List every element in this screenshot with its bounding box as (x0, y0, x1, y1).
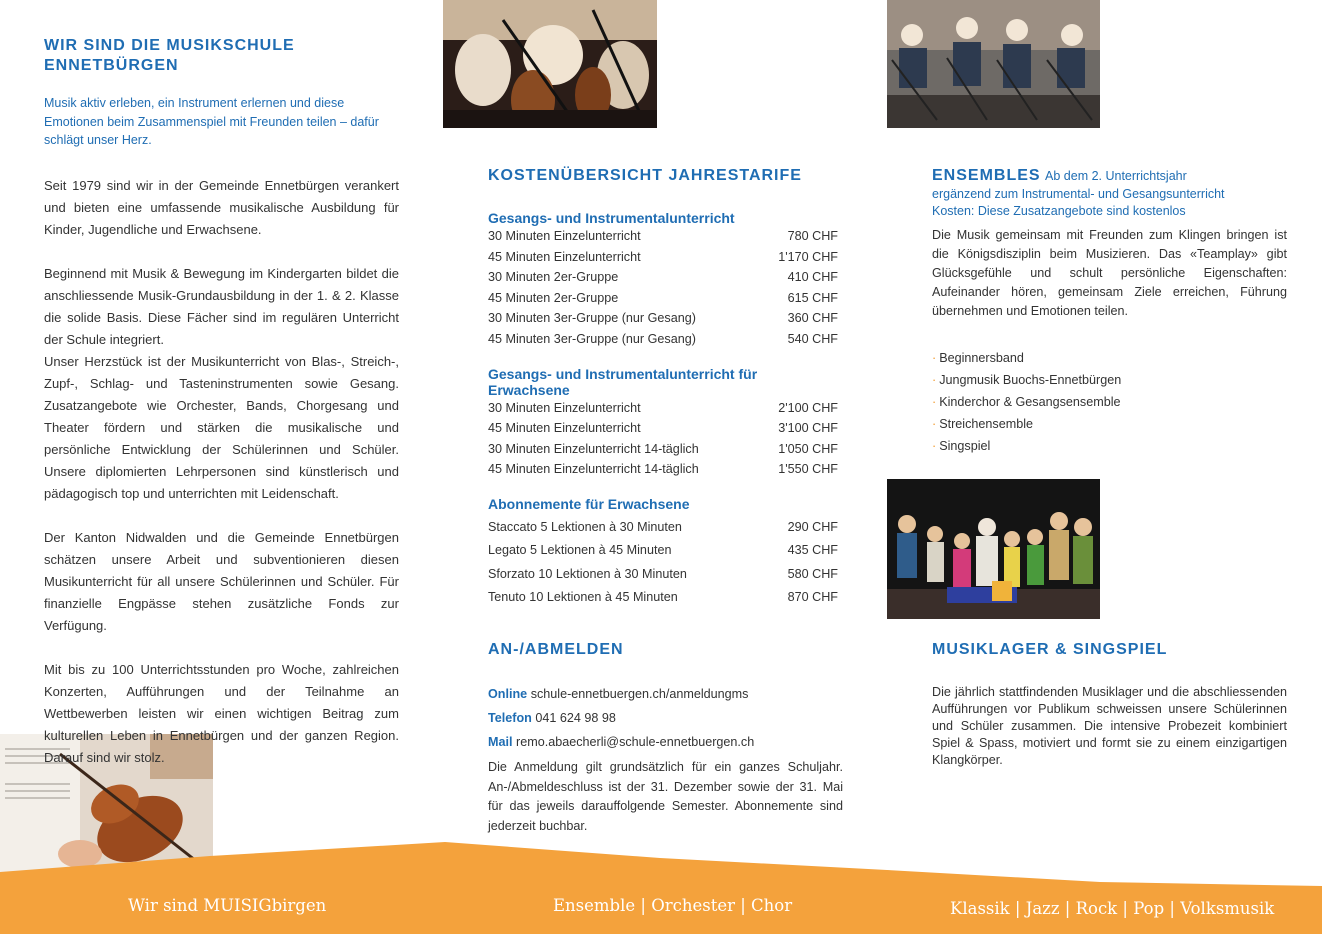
column-about (44, 36, 399, 769)
row-label: 30 Minuten Einzelunterricht 14-täglich (488, 441, 699, 456)
footer-slogan-left: Wir sind MUISIGbirgen (128, 896, 327, 915)
table-row (488, 267, 838, 288)
prices-title: KOSTENÜBERSICHT JAHRESTARIFE (488, 167, 802, 184)
photo-singspiel-stage (887, 479, 1100, 619)
table-row (488, 418, 838, 439)
bullet-icon: · (932, 417, 937, 431)
footer-slogan-middle: Ensemble | Orchester | Chor (553, 896, 793, 915)
list-item: · Kinderchor & Gesangsensemble (932, 395, 1121, 409)
table-row (488, 329, 838, 350)
bullet-icon: · (932, 351, 937, 365)
section-subscriptions-title: Abonnemente für Erwachsene (488, 495, 690, 512)
photo-flute-ensemble (887, 0, 1100, 128)
table-row (488, 439, 838, 460)
ensembles-subtitle-3: Kosten: Diese Zusatzangebote sind kostenlos (932, 204, 1186, 218)
table-row (488, 288, 838, 309)
row-price: 870 CHF (787, 590, 838, 605)
row-price: 410 CHF (787, 270, 838, 285)
mail-link[interactable]: remo.abaecherli@schule-ennetbuergen.ch (516, 735, 755, 749)
table-row (488, 539, 838, 563)
about-title-line2: ENNETBÜRGEN (44, 57, 179, 74)
ensembles-header (932, 166, 1287, 186)
ensembles-subtitle-1: Ab dem 2. Unterrichtsjahr (1045, 169, 1187, 183)
about-paragraph-1: Seit 1979 sind wir in der Gemeinde Ennetbürgen verankert und bieten eine umfassende musikalische Ausbildung für Kinder, Jugendliche und Erwachsene. (44, 177, 399, 237)
lager-section (932, 640, 1287, 769)
row-label: 30 Minuten 3er-Gruppe (nur Gesang) (488, 311, 696, 326)
footer-slogan-right: Klassik | Jazz | Rock | Pop | Volksmusik (950, 899, 1275, 918)
row-price: 2'100 CHF (778, 400, 838, 415)
ensembles-title: ENSEMBLES (932, 167, 1041, 184)
row-price: 3'100 CHF (778, 421, 838, 436)
row-price: 580 CHF (787, 566, 838, 581)
bullet-icon: · (932, 439, 937, 453)
register-title: AN-/ABMELDEN (488, 641, 624, 658)
row-label: 30 Minuten Einzelunterricht (488, 229, 641, 243)
bullet-icon: · (932, 395, 937, 409)
list-item: · Singspiel (932, 439, 991, 453)
row-price: 1'050 CHF (778, 441, 838, 456)
footer-wave (0, 830, 1322, 934)
row-label: 45 Minuten Einzelunterricht (488, 421, 641, 436)
row-price: 290 CHF (787, 519, 838, 534)
contact-phone (488, 706, 843, 730)
lager-title: MUSIKLAGER & SINGSPIEL (932, 641, 1168, 658)
ensembles-list (932, 347, 1287, 457)
row-label: Legato 5 Lektionen à 45 Minuten (488, 543, 672, 558)
list-item: · Jungmusik Buochs-Ennetbürgen (932, 373, 1122, 387)
row-label: 30 Minuten 2er-Gruppe (488, 270, 619, 285)
about-lead: Musik aktiv erleben, ein Instrument erlernen und diese Emotionen beim Zusammenspiel mit Freunden teilen – dafür schlägt unser Herz. (44, 96, 379, 147)
row-price: 1'550 CHF (778, 462, 838, 477)
ensembles-text: Die Musik gemeinsam mit Freunden zum Klingen bringen ist die Königsdisziplin beim Musizieren. Das «Teamplay» gibt Glücksgefühle und schult persönliche Eigenschaften: Aufeinander hören, gemeinsam Ziele erreichen, Führung übernehmen und Emotionen teilen. (932, 228, 1287, 318)
row-price: 1'170 CHF (778, 249, 838, 264)
row-label: Sforzato 10 Lektionen à 30 Minuten (488, 566, 687, 581)
register-section (488, 640, 843, 836)
table-row (488, 586, 838, 610)
row-price: 435 CHF (787, 543, 838, 558)
about-paragraph-3: Unser Herzstück ist der Musikunterricht von Blas-, Streich-, Zupf-, Schlag- und Tasteninstrumenten sowie Gesang. Zusatzangebote wie Orchester, Bands, Chorgesang und Theater fördern und stärken die musikalische und persönliche Entwicklung der Schülerinnen und Schüler. Unsere diplomierten Lehrpersonen sind künstlerisch und pädagogisch top und unterrichten mit Leidenschaft. (44, 353, 399, 501)
table-row (488, 516, 838, 540)
table-row (488, 308, 838, 329)
about-paragraph-5: Mit bis zu 100 Unterrichtsstunden pro Woche, zahlreichen Konzerten, Aufführungen und der Teilnahme an Wettbewerben leisten wir einen wichtigen Beitrag zum kulturellen Leben in Ennetbürgen und der ganzen Region. Darauf sind wir stolz. (44, 661, 399, 765)
section-instrumental-table (488, 226, 838, 350)
row-label: 45 Minuten 3er-Gruppe (nur Gesang) (488, 331, 696, 346)
table-row (488, 247, 838, 268)
table-row (488, 459, 838, 480)
column-prices (488, 166, 838, 610)
register-text: Die Anmeldung gilt grundsätzlich für ein ganzes Schuljahr. An-/Abmeldeschluss ist der 31. Dezember sowie der 31. Mai für das jeweils darauffolgende Semester. Abonnemente sind jederzeit buchbar. (488, 760, 843, 833)
section-instrumental-title: Gesangs- und Instrumentalunterricht (488, 210, 735, 226)
row-price: 615 CHF (787, 290, 838, 305)
mail-label: Mail (488, 735, 513, 749)
lager-text: Die jährlich stattfindenden Musiklager und die abschliessenden Aufführungen vor Publikum schweissen unsere Schülerinnen und Schüler zusammen. Die intensive Probezeit kombiniert Spiel & Spass, motiviert und formt sie zu einem einzigartigen Klangkörper. (932, 685, 1287, 767)
list-item: · Beginnersband (932, 351, 1024, 365)
ensembles-subtitle-2: ergänzend zum Instrumental- und Gesangsunterricht (932, 187, 1225, 201)
row-price: 540 CHF (787, 331, 838, 346)
online-link[interactable]: schule-ennetbuergen.ch/anmeldungms (530, 687, 749, 701)
row-price: 780 CHF (787, 229, 838, 243)
bullet-icon: · (932, 373, 937, 387)
about-paragraph-4: Der Kanton Nidwalden und die Gemeinde Ennetbürgen schätzen unsere Arbeit und subventionieren diesen Musikunterricht für all unsere Schülerinnen und Schüler. Für finanzielle Engpässe stehen zusätzliche Fonds zur Verfügung. (44, 529, 399, 633)
row-label: 45 Minuten Einzelunterricht (488, 249, 641, 264)
about-paragraph-2: Beginnend mit Musik & Bewegung im Kindergarten bildet die anschliessende Musik-Grundausbildung in der 1. & 2. Klasse die solide Basis. Diese Fächer sind im regulären Unterricht der Schule integriert. (44, 265, 399, 347)
row-label: 30 Minuten Einzelunterricht (488, 400, 641, 415)
about-title (44, 36, 399, 76)
row-price: 360 CHF (787, 311, 838, 326)
contact-online (488, 682, 843, 706)
table-row (488, 226, 838, 247)
section-subscriptions-table (488, 516, 838, 610)
row-label: 45 Minuten 2er-Gruppe (488, 290, 619, 305)
contact-mail (488, 730, 843, 754)
online-label: Online (488, 687, 528, 701)
row-label: 45 Minuten Einzelunterricht 14-täglich (488, 462, 699, 477)
photo-strings-orchestra (443, 0, 657, 128)
section-adults-table (488, 398, 838, 480)
row-label: Tenuto 10 Lektionen à 45 Minuten (488, 590, 678, 605)
phone-label: Telefon (488, 711, 532, 725)
about-title-line1: WIR SIND DIE MUSIKSCHULE (44, 37, 295, 54)
column-ensembles (932, 166, 1287, 457)
row-label: Staccato 5 Lektionen à 30 Minuten (488, 519, 682, 534)
phone-number[interactable]: 041 624 98 98 (535, 711, 616, 725)
section-adults-title: Gesangs- und Instrumentalunterricht für Erwachsene (488, 365, 758, 398)
table-row (488, 398, 838, 419)
table-row (488, 563, 838, 587)
list-item: · Streichensemble (932, 417, 1034, 431)
